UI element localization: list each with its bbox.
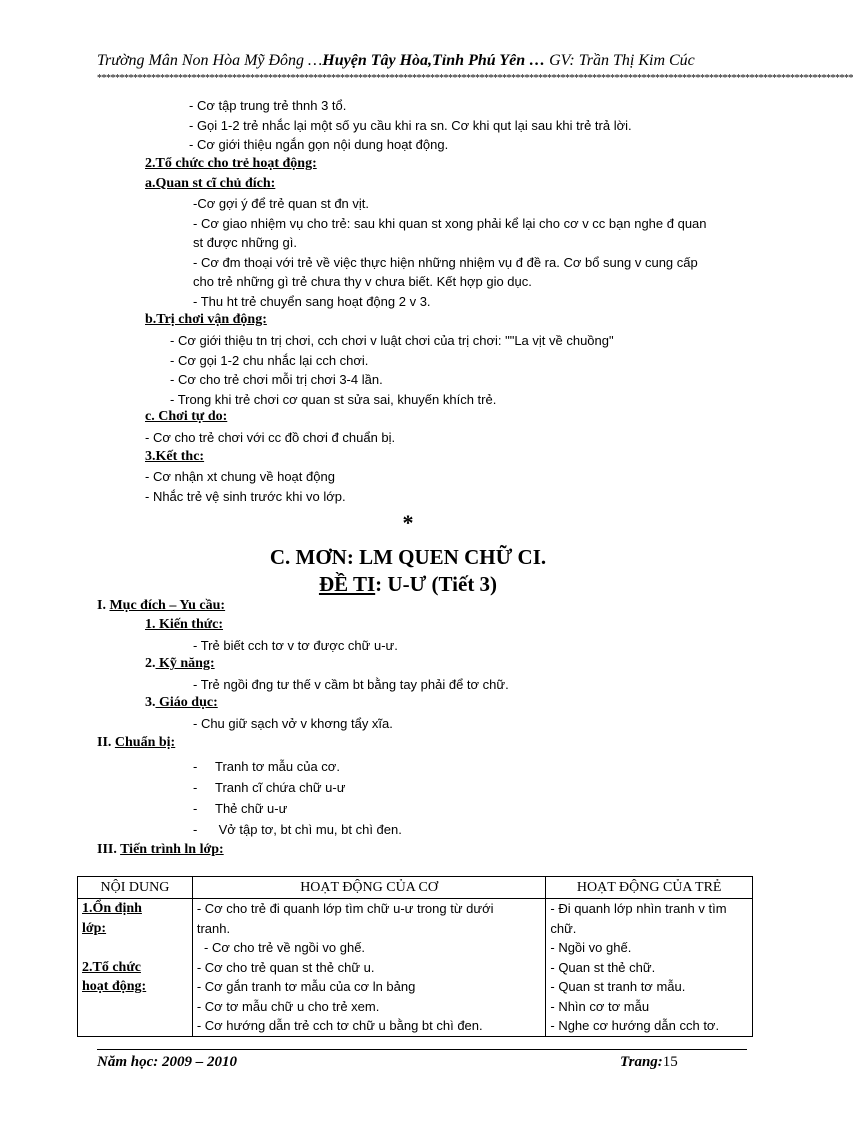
material-item: - Vở tập tơ, bt chì mu, bt chì đen.	[193, 822, 402, 837]
materials-list	[193, 756, 402, 840]
skills-text: - Trẻ ngồi đng tư thế v cầm bt bằng tay phải để tơ chữ.	[193, 677, 509, 692]
preparation-number: II.	[97, 735, 115, 750]
sub-a-line: st được những gì.	[193, 235, 297, 251]
sub-a-line: - Thu ht trẻ chuyển sang hoạt động 2 v 3.	[193, 293, 431, 309]
education-number: 3.	[145, 695, 156, 710]
child-line: - Nhìn cơ tơ mẫu	[550, 998, 650, 1014]
material-text: Tranh cĩ chứa chữ u-ư	[215, 780, 346, 795]
intro-line: - Cơ tập trung trẻ thnh 3 tổ.	[189, 98, 347, 113]
material-text: Tranh tơ mẫu của cơ.	[215, 759, 340, 774]
child-line: - Đi quanh lớp nhìn tranh v tìm	[550, 901, 727, 916]
page-number: 15	[662, 1054, 678, 1070]
topic-label: ĐỀ TI	[318, 572, 376, 596]
objectives-label: Mục đích – Yu cầu:	[109, 598, 226, 613]
section3-line: - Nhắc trẻ vệ sinh trước khi vo lớp.	[145, 488, 346, 504]
knowledge-number: 1.	[145, 617, 156, 632]
teacher-line: - Cơ gắn tranh tơ mẫu của cơ ln bảng	[196, 979, 416, 994]
teacher-line: - Cơ cho trẻ về ngồi vo ghế.	[196, 940, 366, 955]
child-line: - Quan st tranh tơ mẫu.	[550, 979, 686, 994]
child-line: chữ.	[550, 920, 577, 936]
objectives-heading	[97, 598, 225, 614]
material-item: - Thẻ chữ u-ư	[193, 801, 288, 816]
intro-line: - Gọi 1-2 trẻ nhắc lại một số yu cầu khi ra sn. Cơ khi qut lại sau khi trẻ trả lời.	[189, 117, 632, 133]
intro-block	[189, 96, 632, 155]
table-row	[78, 899, 753, 1037]
skills-label: Kỹ năng:	[155, 656, 215, 671]
skills-number: 2.	[145, 656, 156, 671]
header-teacher: GV: Trần Thị Kim Cúc	[545, 52, 695, 69]
teacher-line: - Cơ hướng dẫn trẻ cch tơ chữ u bằng bt chì đen.	[196, 1018, 483, 1033]
sub-a-line: - Cơ giao nhiệm vụ cho trẻ: sau khi quan st xong phải kể lại cho cơ v cc bạn nghe đ quan	[193, 215, 707, 231]
knowledge-text: - Trẻ biết cch tơ v tơ được chữ u-ư.	[193, 638, 398, 653]
content-label: lớp:	[82, 920, 107, 936]
content-cell	[78, 899, 193, 1037]
sub-a-title: a.Quan st cĩ chủ đích:	[145, 176, 276, 191]
teacher-line: - Cơ cho trẻ đi quanh lớp tìm chữ u-ư trong từ dưới	[196, 901, 494, 916]
header-district: Huyện Tây Hòa,Tỉnh Phú Yên …	[322, 52, 546, 69]
section3-block	[145, 467, 346, 506]
content-label: hoạt động:	[82, 979, 147, 994]
header-school: Trường Mân Non Hòa Mỹ Đông …	[97, 52, 323, 69]
lesson-topic	[0, 572, 816, 597]
process-heading	[97, 842, 224, 858]
sub-b-line: - Cơ gọi 1-2 chu nhắc lại cch chơi.	[170, 352, 369, 368]
sub-b-line: - Cơ cho trẻ chơi mỗi trị chơi 3-4 lần.	[170, 372, 383, 388]
section3-title: 3.Kết thc:	[145, 449, 205, 464]
preparation-label: Chuẩn bị:	[114, 735, 176, 750]
content-label: 1.Ổn định	[82, 901, 142, 916]
education-label: Giáo dục:	[155, 695, 218, 710]
teacher-line: - Cơ tơ mẫu chữ u cho trẻ xem.	[196, 998, 380, 1014]
page-header	[97, 52, 752, 70]
teacher-line: - Cơ cho trẻ quan st thẻ chữ u.	[196, 959, 375, 975]
child-line: - Nghe cơ hướng dẫn cch tơ.	[550, 1018, 720, 1033]
table-header: HOẠT ĐỘNG CỦA CƠ	[192, 877, 546, 899]
topic-value: : U-Ư (Tiết 3)	[375, 572, 498, 596]
content-label: 2.Tổ chức	[82, 959, 141, 975]
table-header: NỘI DUNG	[78, 877, 193, 899]
footer-rule	[97, 1049, 747, 1050]
spacer	[82, 938, 188, 958]
lesson-title: C. MƠN: LM QUEN CHỮ CI.	[269, 545, 547, 569]
sub-b-block	[170, 331, 614, 409]
header-divider: ************************************************************************************************************************************************************************	[97, 73, 853, 84]
knowledge-label: Kiến thức:	[155, 617, 224, 632]
sub-b-title: b.Trị chơi vận động:	[145, 312, 267, 327]
material-text: Vở tập tơ, bt chì mu, bt chì đen.	[215, 822, 402, 837]
sub-a-line: -Cơ gợi ý để trẻ quan st đn vịt.	[193, 196, 370, 211]
sub-a-line: - Cơ đm thoại với trẻ về việc thực hiện những nhiệm vụ đ đề ra. Cơ bổ sung v cung cấp	[193, 254, 698, 270]
child-line: - Ngồi vo ghế.	[550, 940, 632, 955]
skills-heading	[145, 656, 215, 672]
section3-line: - Cơ nhận xt chung về hoạt động	[145, 469, 335, 484]
footer-page	[620, 1054, 678, 1071]
child-cell	[546, 899, 753, 1037]
section-separator: *	[402, 510, 414, 535]
intro-line: - Cơ giới thiệu ngắn gọn nội dung hoạt động.	[189, 137, 449, 153]
sub-c-line: - Cơ cho trẻ chơi với cc đồ chơi đ chuẩn bị.	[145, 430, 396, 445]
teacher-cell	[192, 899, 546, 1037]
teacher-line: tranh.	[196, 920, 231, 936]
material-text: Thẻ chữ u-ư	[215, 801, 288, 816]
preparation-heading	[97, 735, 175, 751]
material-item: - Tranh tơ mẫu của cơ.	[193, 759, 340, 774]
process-number: III.	[97, 842, 121, 857]
sub-a-line: cho trẻ những gì trẻ chưa thy v chưa biết. Kết hợp gio dục.	[193, 274, 532, 290]
process-label: Tiến trình ln lớp:	[120, 842, 224, 857]
knowledge-heading	[145, 617, 223, 633]
education-text: - Chu giữ sạch vở v khơng tẩy xĩa.	[193, 716, 393, 731]
sub-c-title-text: c. Chơi tự do:	[145, 409, 228, 424]
education-heading	[145, 695, 218, 711]
sub-b-line: - Cơ giới thiệu tn trị chơi, cch chơi v luật chơi của trị chơi: ""La vịt về chuồng"	[170, 333, 614, 348]
lesson-table	[77, 876, 753, 1037]
sub-c-title	[145, 409, 227, 425]
table-header-row	[78, 877, 753, 899]
footer-year: Năm học: 2009 – 2010	[97, 1054, 237, 1070]
page-label: Trang:	[620, 1054, 663, 1070]
table-header: HOẠT ĐỘNG CỦA TRẺ	[546, 877, 753, 899]
section2-title: 2.Tổ chức cho trẻ hoạt động:	[145, 156, 317, 171]
material-item: - Tranh cĩ chứa chữ u-ư	[193, 780, 346, 795]
child-line: - Quan st thẻ chữ.	[550, 959, 656, 975]
objectives-number: I.	[97, 598, 110, 613]
sub-b-line: - Trong khi trẻ chơi cơ quan st sửa sai, khuyến khích trẻ.	[170, 391, 497, 407]
sub-a-block	[193, 194, 707, 312]
